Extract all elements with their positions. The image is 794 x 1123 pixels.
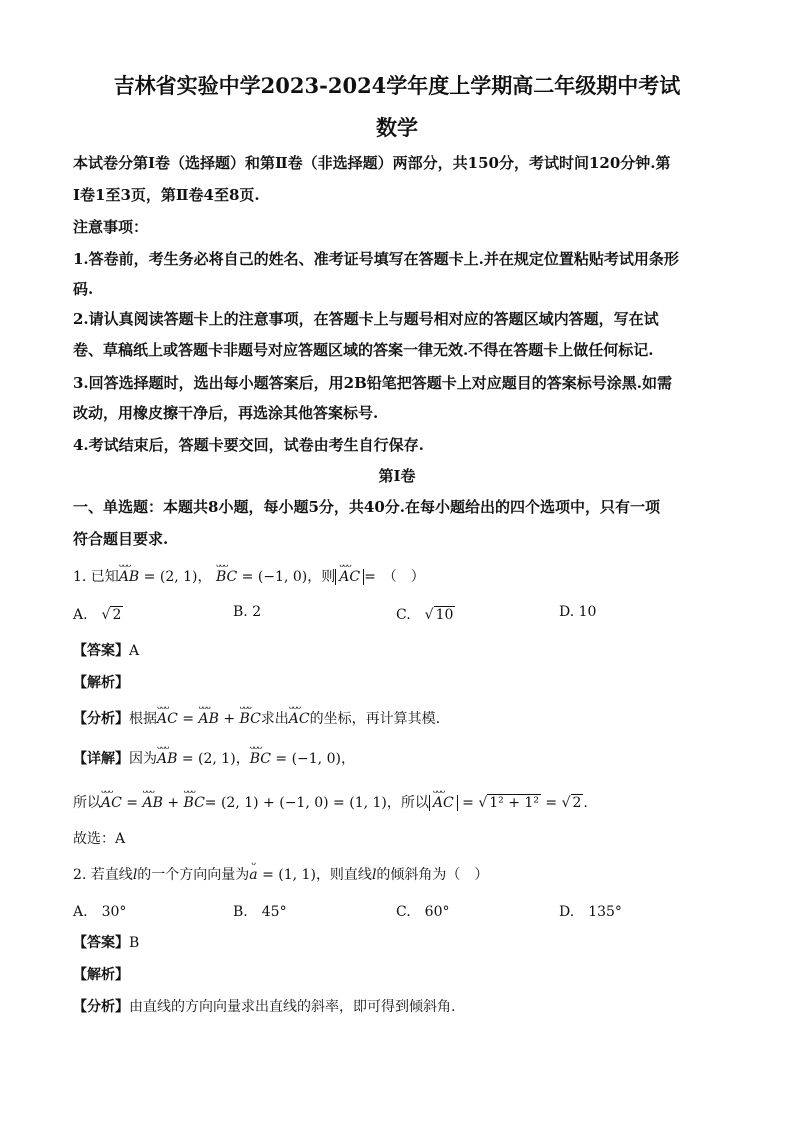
option-value: 135° [588,904,622,920]
fenxi-c: 的坐标，再计算其模. [309,711,441,727]
notice-line-6: 改动，用橡皮擦干净后，再选涂其他答案标号. [73,404,379,422]
q2-answer [73,932,139,952]
q1-analysis-label: 【解析】 [73,675,129,691]
q1-detail-line-1 [73,748,355,768]
notice-heading: 注意事项： [73,218,149,236]
question-2 [73,864,488,884]
q2-mid2: ，则直线 [315,867,372,883]
q1-option-c: C. √ 10 [396,607,454,623]
q2-option-d [559,901,622,921]
q1-prefix: 1. 已知 [73,569,119,585]
vector-ab: ᴗᴗᴗ AB [142,795,162,811]
notice-line-7: 4.考试结束后，答题卡要交回，试卷由考生自行保存. [73,436,424,454]
notice-line-1: 1.答卷前，考生务必将自己的姓名、准考证号填写在答题卡上.并在规定位置粘贴考试用条形 [73,250,679,268]
detail-line2-b: = (2, 1) + (−1, 0) = (1, 1) [204,795,387,811]
answer-value: B [129,935,140,951]
q1-final: 故选：A [73,831,126,847]
q2-option-b [233,901,287,921]
detail-label: 【详解】 [73,751,129,767]
option-letter: A. [73,904,88,920]
fenxi-text: 由直线的方向向量求出直线的斜率，即可得到倾斜角. [129,999,456,1015]
q1-option-d [559,604,596,620]
q1-option-a: A. √ 2 [73,607,122,623]
q2-a-value: = (1, 1) [262,867,316,883]
q2-option-a [73,901,126,921]
sep: ， [340,751,355,767]
option-value: 10 [578,604,597,620]
sep: ， [235,751,250,767]
q1-option-b [233,604,261,620]
vector-bc: ᴗᴗᴗ BC [250,751,271,767]
detail-line2-d: = [462,795,479,811]
q2-end: 的倾斜角为（ ） [376,867,489,883]
question-1 [73,566,425,586]
vector-bc: ᴗᴗᴗ BC [216,569,237,585]
option-value: 30° [101,904,127,920]
vector-bc: ᴗᴗᴗ BC [240,711,261,727]
vector-ac: ᴗᴗᴗ AC [101,795,122,811]
sqrt-expression: 1² + 1² [489,795,539,811]
line-l: l [371,867,377,883]
page-title: 吉林省实验中学2023-2024学年度上学期高二年级期中考试 [113,73,681,98]
part-heading-line-2: 符合题目要求. [73,530,169,548]
option-letter: A. [73,607,88,623]
notice-line-3: 2.请认真阅读答题卡上的注意事项，在答题卡上与题号相对应的答题区域内答题，写在试 [73,310,659,328]
section-title: 第Ⅰ卷 [378,467,416,485]
subject-title: 数学 [376,115,418,140]
notice-line-4: 卷、草稿纸上或答题卡非题号对应答题区域的答案一律无效.不得在答题卡上做任何标记. [73,341,654,359]
q1-then: ，则 [307,569,336,585]
detail-line2-c: ，所以 [386,795,429,811]
vector-ab: ᴗᴗᴗ AB [157,751,177,767]
vector-ac: ᴗᴗᴗ AC [433,795,454,811]
option-letter: B. [233,604,248,620]
q1-sep: ， [197,569,212,585]
option-letter: D. [559,604,575,620]
answer-label: 【答案】 [73,935,129,951]
fenxi-a: 根据 [129,711,157,727]
q2-mid: 的一个方向向量为 [137,867,250,883]
option-letter: C. [396,607,411,623]
option-value: 45° [261,904,287,920]
q1-fenxi: 【分析】根据ᴗᴗᴗ AC = ᴗᴗᴗ AB + ᴗᴗᴗ BC求出ᴗᴗᴗ AC的坐标，再计算其模. [73,708,440,728]
option-value: 2 [112,607,122,623]
q1-detail-line-2: 所以ᴗᴗᴗ AC = ᴗᴗᴗ AB + ᴗᴗᴗ BC= (2, 1) + (−1, 0) = (1, 1)，所以ᴗᴗᴗ AC = √ 1² + 1² = √ 2 . [73,792,588,812]
vector-a: ᴗ a [249,867,257,883]
q1-answer [73,640,139,660]
q1-paren: （ ） [389,569,425,585]
intro-line-1: 本试卷分第Ⅰ卷（选择题）和第Ⅱ卷（非选择题）两部分，共150分，考试时间120分钟.第 [73,154,671,172]
vector-ac: ᴗᴗᴗ AC [157,711,178,727]
q1-bc-value: = (−1, 0) [241,569,308,585]
vector-ac: ᴗᴗᴗ AC [289,711,310,727]
ab-value: = (2, 1) [181,751,236,767]
vector-ab: ᴗᴗᴗ AB [198,711,218,727]
abs-ac [335,569,364,585]
option-letter: C. [396,904,411,920]
q1-ab-value: = (2, 1) [143,569,198,585]
q2-option-c [396,901,450,921]
answer-value: A [129,643,140,659]
abs-ac [429,795,458,811]
q2-fenxi [73,996,455,1016]
q2-prefix: 2. 若直线 [73,867,133,883]
q2-analysis-label: 【解析】 [73,967,129,983]
vector-ac: ᴗᴗᴗ AC [339,569,360,585]
option-letter: D. [559,904,575,920]
vector-bc: ᴗᴗᴗ BC [184,795,205,811]
part-heading-line-1: 一、单选题：本题共8小题，每小题5分，共40分.在每小题给出的四个选项中，只有一项 [73,498,660,516]
notice-line-5: 3.回答选择题时，选出每小题答案后，用2B铅笔把答题卡上对应题目的答案标号涂黑.如需 [73,374,673,392]
intro-line-2: Ⅰ卷1至3页，第Ⅱ卷4至8页. [73,186,260,204]
line-l: l [132,867,138,883]
sqrt-result: 2 [572,795,582,811]
answer-label: 【答案】 [73,643,129,659]
option-letter: B. [233,904,248,920]
notice-line-2: 码. [73,280,94,298]
detail-line2-a: 所以 [73,795,101,811]
detail-a: 因为 [129,751,157,767]
option-value: 60° [424,904,450,920]
fenxi-label: 【分析】 [73,999,129,1015]
q1-eq: = [364,569,376,585]
option-value: 10 [435,607,454,623]
fenxi-b: 求出 [260,711,289,727]
bc-value: = (−1, 0) [275,751,341,767]
fenxi-label: 【分析】 [73,711,129,727]
option-value: 2 [252,604,262,620]
vector-ab: ᴗᴗᴗ AB [119,569,139,585]
